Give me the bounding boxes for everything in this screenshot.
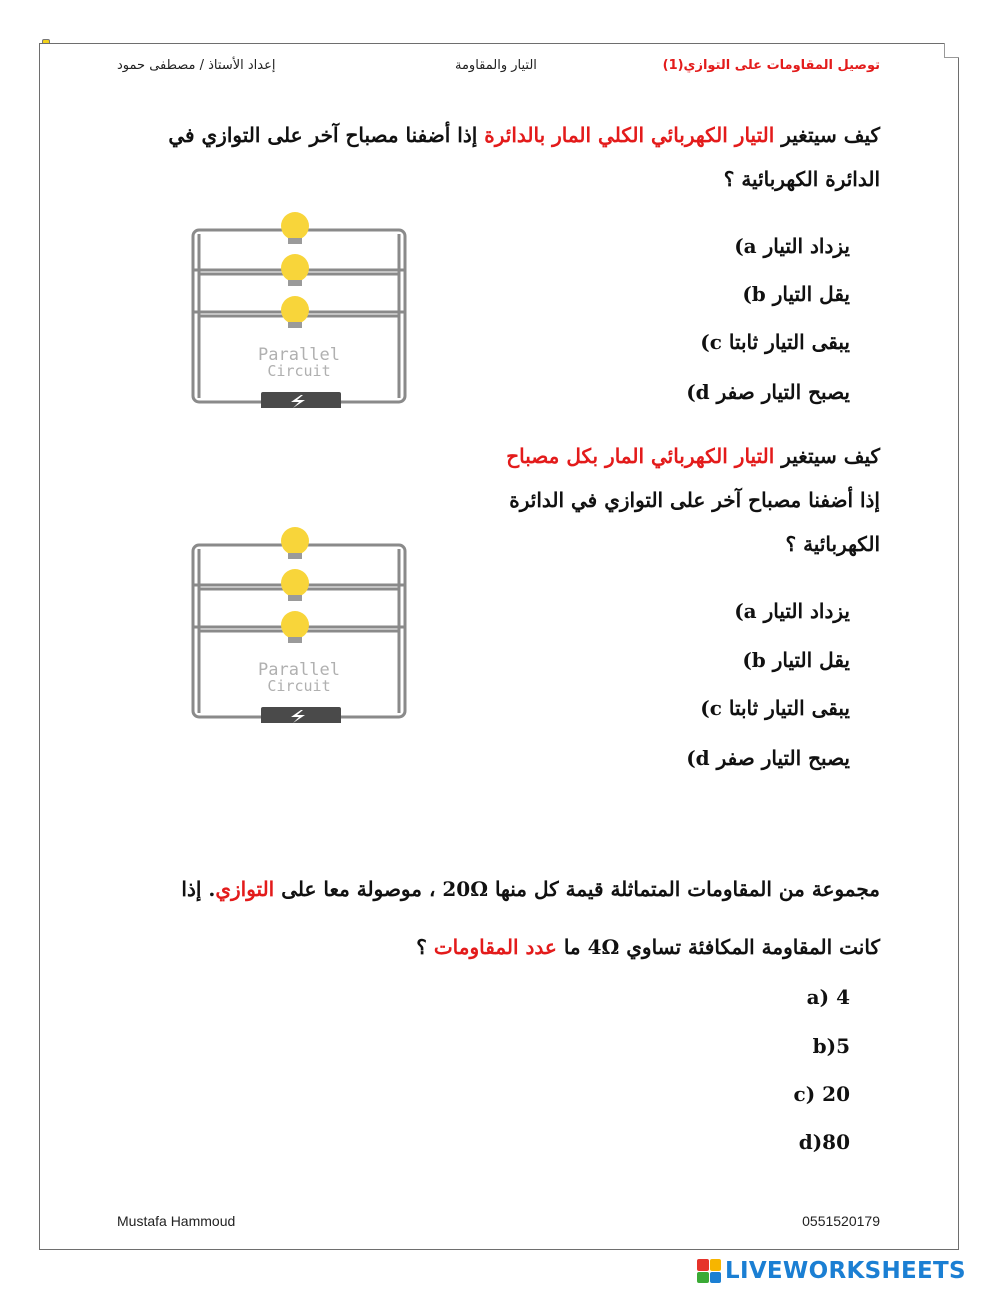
bulb-icon	[281, 296, 309, 328]
option-letter: d	[695, 380, 710, 404]
liveworksheets-logo-icon	[697, 1259, 721, 1283]
question-3-text-c: . إذا كانت المقاومة المكافئة تساوي	[181, 877, 880, 959]
battery-icon	[261, 707, 341, 723]
footer-phone: 0551520179	[802, 1213, 880, 1229]
circuit-label-line2: Circuit	[267, 677, 331, 695]
header-author: إعداد الأستاذ / مصطفى حمود	[117, 58, 276, 73]
question-3	[160, 860, 880, 976]
bulb-icon	[281, 254, 309, 286]
parallel-circuit-diagram-2	[187, 527, 411, 723]
bulb-icon	[281, 212, 309, 244]
worksheet-page	[39, 43, 959, 1250]
option-text: يقل التيار	[772, 648, 850, 672]
option-letter: b	[812, 1034, 827, 1058]
bulb-icon	[281, 527, 309, 559]
q2-option-b[interactable]: يقل التيار (b	[742, 648, 850, 672]
q3-option-a[interactable]: 4 (a	[806, 985, 850, 1009]
question-1-text-a: كيف سيتغير	[774, 123, 880, 147]
option-letter: a	[743, 599, 757, 623]
battery-icon	[261, 392, 341, 408]
q3-option-d[interactable]: 80(d	[798, 1130, 850, 1154]
option-letter: d	[695, 746, 710, 770]
q2-option-a[interactable]: يزداد التيار (a	[734, 599, 850, 623]
option-letter: a	[806, 985, 820, 1009]
question-3-text-b: ، موصولة معا على	[274, 877, 443, 901]
question-3-text-a: مجموعة من المقاومات المتماثلة قيمة كل منها	[488, 877, 880, 901]
question-3-text-e: ؟	[416, 935, 434, 959]
option-letter: b	[751, 282, 766, 306]
question-3-text-d: ما	[556, 935, 588, 959]
option-letter: b	[751, 648, 766, 672]
resistance-value: 20Ω	[442, 877, 488, 901]
option-value: 5	[836, 1034, 850, 1058]
liveworksheets-logo-text: LIVEWORKSHEETS	[725, 1258, 966, 1284]
bulb-icon	[281, 611, 309, 643]
question-3-highlight-parallel: التوازي	[215, 877, 275, 901]
question-2-text-b: إذا أضفنا مصباح آخر على التوازي في الدائرة الكهربائية ؟	[509, 488, 880, 556]
parallel-circuit-diagram-1	[187, 212, 411, 408]
circuit-label-line1: Parallel	[258, 660, 340, 680]
question-1	[140, 113, 880, 201]
option-text: يزداد التيار	[763, 599, 850, 623]
page-fold-corner	[944, 43, 959, 58]
question-2	[480, 434, 880, 566]
option-letter: c	[793, 1082, 806, 1106]
header-title: توصيل المقاومات على التوازي(1)	[662, 58, 880, 73]
option-letter: d	[798, 1130, 813, 1154]
q1-option-c[interactable]: يبقى التيار ثابتا (c	[700, 330, 850, 354]
option-text: يزداد التيار	[763, 234, 850, 258]
option-text: يبقى التيار ثابتا	[728, 330, 850, 354]
q1-option-d[interactable]: يصبح التيار صفر (d	[686, 380, 850, 404]
q2-option-c[interactable]: يبقى التيار ثابتا (c	[700, 696, 850, 720]
circuit-label-line1: Parallel	[258, 345, 340, 365]
option-letter: c	[709, 696, 722, 720]
question-2-text-a: كيف سيتغير	[774, 444, 880, 468]
q2-option-d[interactable]: يصبح التيار صفر (d	[686, 746, 850, 770]
option-text: يصبح التيار صفر	[716, 746, 850, 770]
q1-option-b[interactable]: يقل التيار (b	[742, 282, 850, 306]
option-letter: c	[709, 330, 722, 354]
option-value: 20	[822, 1082, 850, 1106]
equivalent-resistance-value: 4Ω	[587, 935, 620, 959]
option-value: 80	[822, 1130, 850, 1154]
q1-option-a[interactable]: يزداد التيار (a	[734, 234, 850, 258]
question-3-highlight-count: عدد المقاومات	[433, 935, 557, 959]
question-1-text-b: إذا أضفنا مصباح آخر على التوازي في الدائرة الكهربائية ؟	[168, 123, 880, 191]
q3-option-c[interactable]: 20 (c	[793, 1082, 850, 1106]
question-2-highlight: التيار الكهربائي المار بكل مصباح	[506, 444, 775, 468]
header-subject: التيار والمقاومة	[455, 58, 537, 73]
bulb-icon	[281, 569, 309, 601]
option-value: 4	[836, 985, 850, 1009]
option-letter: a	[743, 234, 757, 258]
circuit-label-line2: Circuit	[267, 362, 331, 380]
footer-author: Mustafa Hammoud	[117, 1213, 236, 1229]
option-text: يقل التيار	[772, 282, 850, 306]
option-text: يبقى التيار ثابتا	[728, 696, 850, 720]
q3-option-b[interactable]: 5(b	[812, 1034, 850, 1058]
question-1-highlight: التيار الكهربائي الكلي المار بالدائرة	[484, 123, 775, 147]
liveworksheets-logo[interactable]	[697, 1258, 966, 1284]
option-text: يصبح التيار صفر	[716, 380, 850, 404]
